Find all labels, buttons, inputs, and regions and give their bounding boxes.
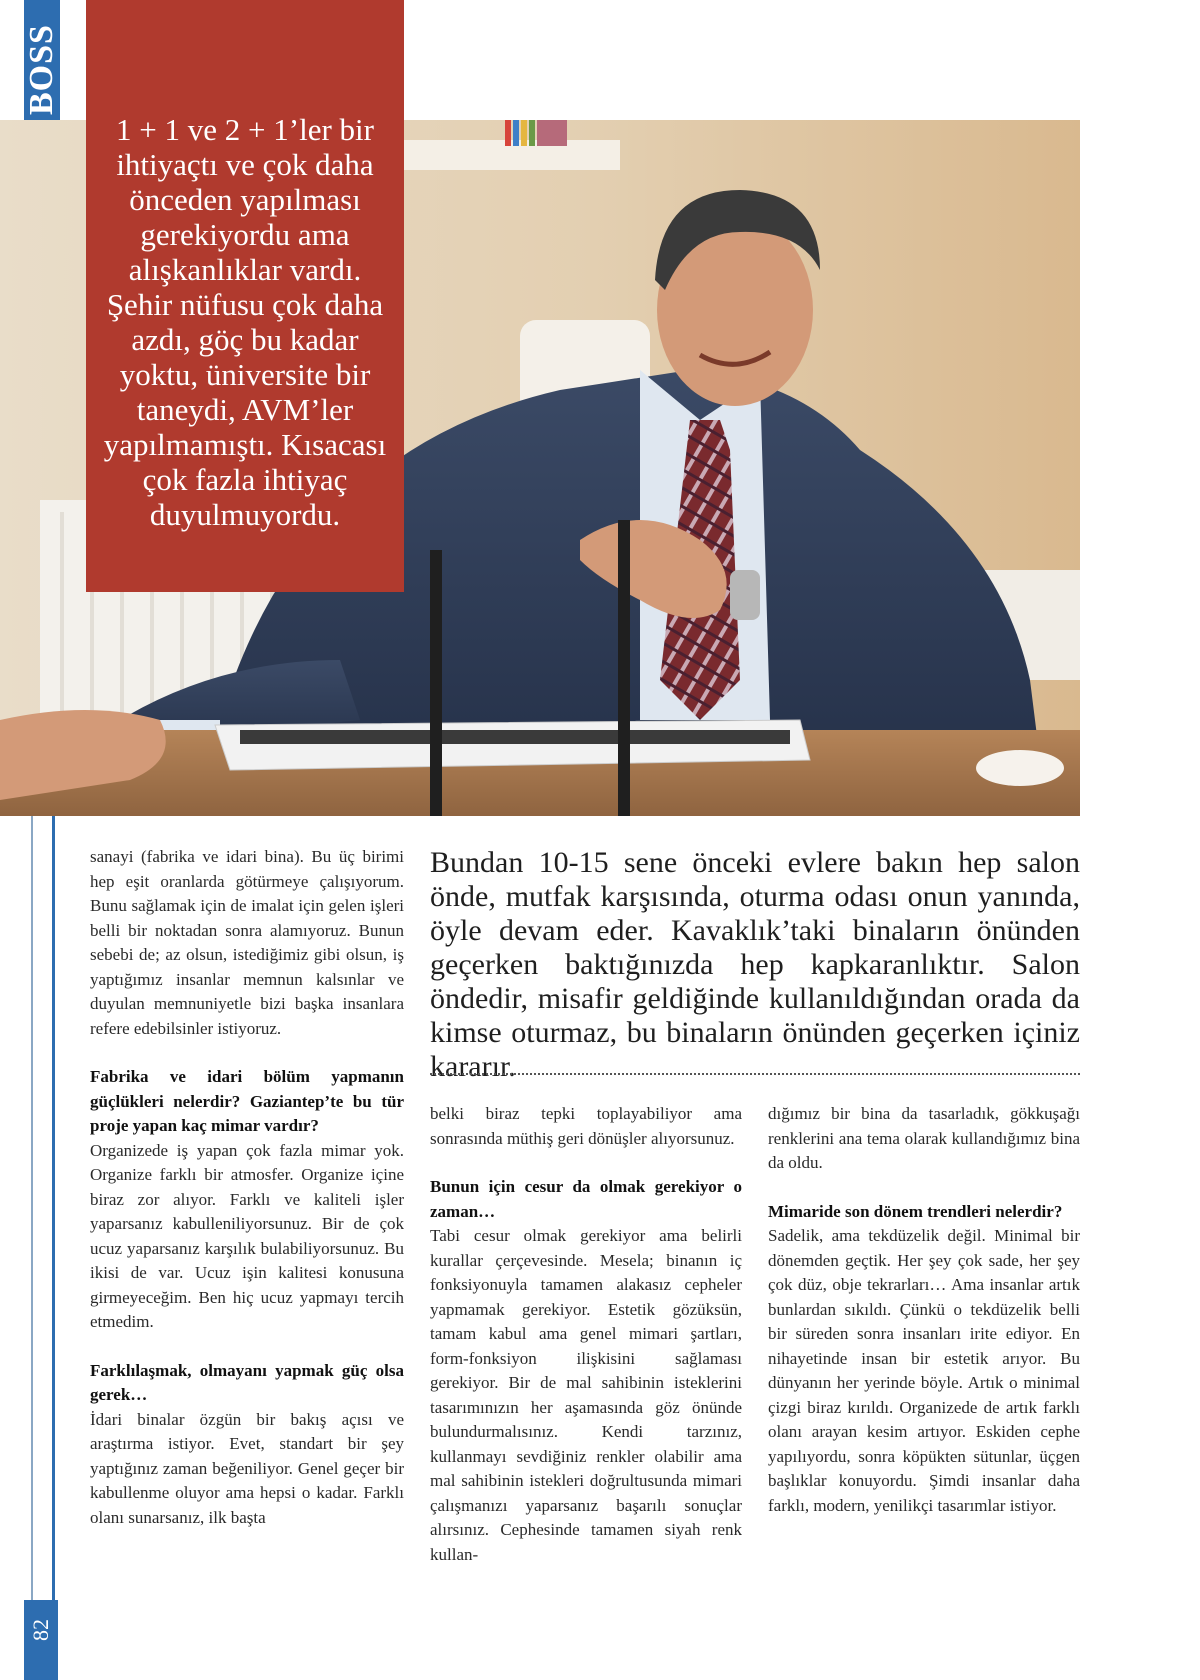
answer-3: Tabi cesur olmak gerekiyor ama belirli kurallar çerçevesinde. Mesela; binanın iç fonksiyonuyla tamamen alakasız cepheler yapmamak gerekiyor. Estetik gözüksün, tamam kabul ama genel mimari şartları, form-fonksiyon ilişkisini sağlaması gerekiyor. Bir de mal sahibinin isteklerini tasarımınızın her aşamasında göz önünde bulundurmalısınız. Kendi tarzınız, kullanmayı sevdiğiniz renkler olabilir ama mal sahibinin istekleri doğrultusunda mimari çalışmanızı yaparsanız başarılı sonuçlar alırsınız. Cephesinde tamamen siyah renk kullan- — [430, 1226, 742, 1564]
question-1: Fabrika ve idari bölüm yapmanın güçlükleri nelerdir? Gaziantep’te bu tür proje yapan kaç mimar vardır? — [90, 1067, 404, 1135]
column-1-intro: sanayi (fabrika ve idari bina). Bu üç birimi hep eşit oranlarda götürmeye çalışıyorum. Bunu sağlamak için de imalat için gelen işleri belli bir noktadan sonra alamıyoruz. Bunun sebebi de; az olsun, istediğimiz gibi olsun, iş yaptığımız insanlar memnun kalsınlar ve duyulan memnuniyetle bizi başka insanlara refere edebilsinler istiyoruz. — [90, 847, 404, 1038]
question-3: Bunun için cesur da olmak gerekiyor o zaman… — [430, 1177, 742, 1221]
column-2-intro: belki biraz tepki toplayabiliyor ama sonrasında müthiş geri dönüşler alıyorsunuz. — [430, 1104, 742, 1148]
answer-1: Organizede iş yapan çok fazla mimar yok. Organize farklı bir atmosfer. Organize içine biraz zor alıyor. Farklı ve kaliteli işler yaparsanız kabulleniliyorsunuz. Bir de çok ucuz yaparsanız karşılık bulabiliyorsunuz. Bu ikisi de var. Ucuz işin kalitesi konusuna girmeyeceğim. Ben hiç ucuz yapmayı tercih etmedim. — [90, 1140, 404, 1331]
answer-4: Sadelik, ama tekdüzelik değil. Minimal bir dönemden geçtik. Her şey çok sade, her şey çok düz, obje tekrarları… Ama insanlar artık bunlardan sıkıldı. Çünkü o tekdüzelik belli bir süreden sonra insanları irite ediyor. En nihayetinde insan bir estetik arıyor. Bu dünyanın her yerinde böyle. Artık o minimal çizgi biraz kırıldı. Organizede de artık farklı olanı arayan kesim artıyor. Eskiden cephe yapılıyordu, sonra köpükten sütunlar, üçgen başlıklar konuyordu. Şimdi insanlar daha farklı, modern, yenilikçi tasarımlar istiyor. — [768, 1226, 1080, 1515]
column-3-intro: dığımız bir bina da tasarladık, gökkuşağı renklerini ana tema olarak kullandığımız bina da oldu. — [768, 1104, 1080, 1172]
column-1 — [90, 845, 404, 1554]
question-4: Mimaride son dönem trendleri nelerdir? — [768, 1201, 1063, 1221]
magazine-logo: BOSS — [23, 24, 60, 116]
column-2 — [430, 1102, 742, 1591]
highlight-quote: 1 + 1 ve 2 + 1’ler bir ihtiyaçtı ve çok daha önceden yapılması gerekiyordu ama alışkanlıklar vardı. Şehir nüfusu çok daha azdı, göç bu kadar yoktu, üniversite bir taneydi, AVM’ler yapılmamıştı. Kısacası çok fazla ihtiyaç duyulmuyordu. — [103, 112, 387, 532]
question-2: Farklılaşmak, olmayanı yapmak güç olsa gerek… — [90, 1360, 404, 1404]
pull-quote: Bundan 10-15 sene önceki evlere bakın hep salon önde, mutfak karşısında, oturma odası onun yanında, öyle devam eder. Kavaklık’taki binaların önünden geçerken baktığınızda hep kapkaranlıktır. Salon öndedir, misafir geldiğinde kullanıldığından orada da kimse oturmaz, bu binaların önünden geçerken içiniz kararır. — [430, 846, 1080, 1083]
page-number: 82 — [28, 1619, 53, 1641]
dotted-divider — [430, 1073, 1080, 1075]
answer-2: İdari binalar özgün bir bakış açısı ve araştırma istiyor. Evet, standart bir şey yaptığınız zaman beğeniliyor. Genel geçer bir kabullenme oluyor ama hepsi o kadar. Farklı olanı sunarsanız, ilk başta — [90, 1409, 404, 1527]
column-3 — [768, 1102, 1080, 1542]
